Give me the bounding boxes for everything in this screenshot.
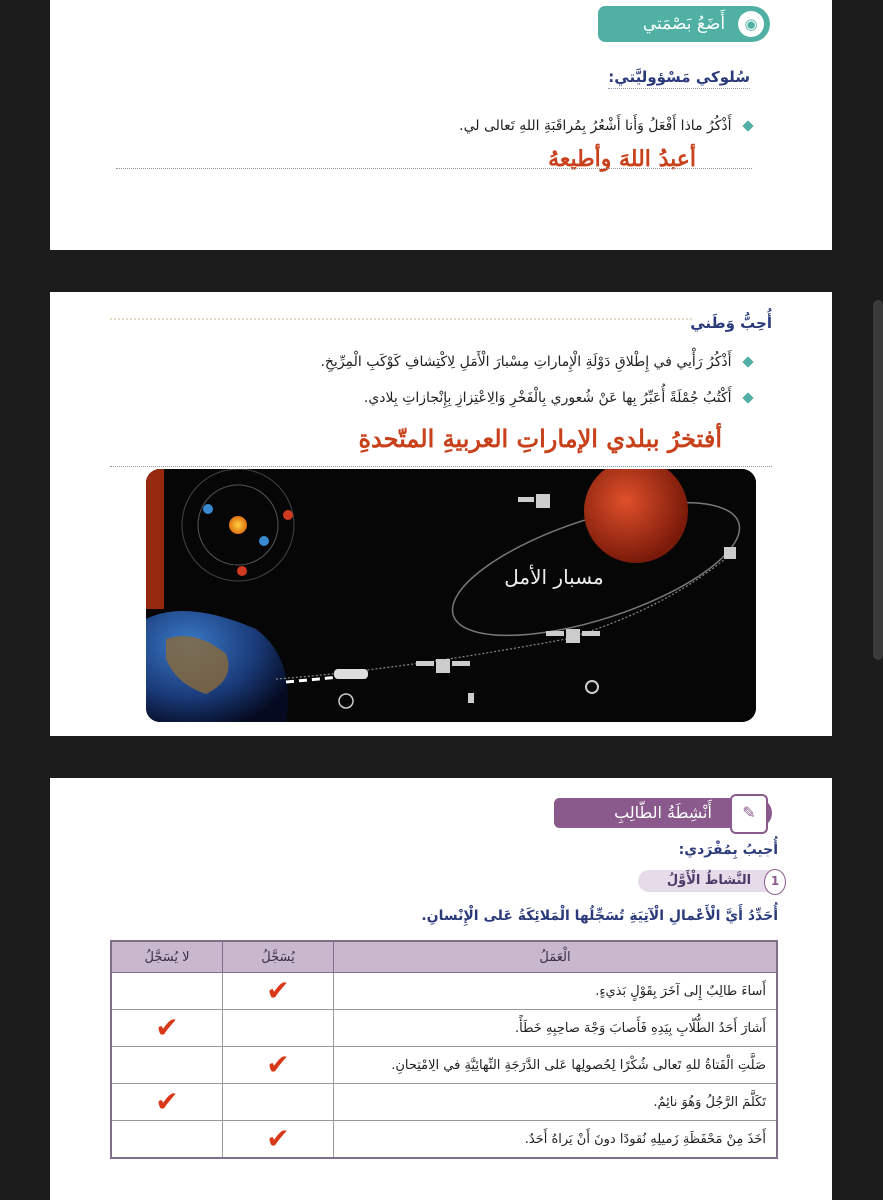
activities-tab bbox=[554, 798, 772, 828]
prompt-text: أَذْكُرُ ماذا أَفْعَلُ وَأَنا أَشْعُرُ بِمُراقَبَةِ اللهِ تَعالى لي. bbox=[459, 118, 732, 134]
check-mark-icon: ✔ bbox=[155, 1011, 179, 1044]
answer-line bbox=[110, 466, 772, 467]
row-action: تَكَلَّمَ الرَّجُلُ وَهُوَ نائِمٌ. bbox=[334, 1084, 778, 1121]
decorative-dots bbox=[110, 318, 692, 320]
activity-title: النَّشاطُ الْأَوَّلُ bbox=[666, 873, 752, 888]
answer-line bbox=[116, 168, 752, 169]
section-label: سُلوكي مَسْؤوليَّتي: bbox=[608, 68, 750, 89]
pencil-cup-icon: ✎ bbox=[730, 794, 768, 834]
handwritten-answer: أفتخرُ ببلدي الإماراتِ العربيةِ المتّحدةِ bbox=[358, 424, 722, 453]
bullet-icon bbox=[742, 356, 753, 367]
bullet-icon bbox=[742, 392, 753, 403]
probe-caption: مسبار الأمل bbox=[504, 565, 604, 589]
page-1 bbox=[50, 0, 832, 250]
section-heading: أُحِبُّ وَطَني bbox=[690, 314, 772, 332]
table-row bbox=[111, 1047, 777, 1084]
recorded-cell[interactable] bbox=[223, 1010, 334, 1047]
row-action: أَساءَ طالِبٌ إِلى آخَرَ بِقَوْلٍ بَذيءٍ. bbox=[334, 973, 778, 1010]
header-recorded: يُسَجَّلُ bbox=[223, 941, 334, 973]
not-recorded-cell[interactable] bbox=[111, 1047, 223, 1084]
row-action: أَخَذَ مِنْ مَحْفَظَةِ زَميلِهِ نُقودًا دونَ أَنْ يَراهُ أَحَدٌ. bbox=[334, 1121, 778, 1159]
space-illustration bbox=[146, 469, 756, 722]
actions-table bbox=[110, 940, 778, 1159]
prompt-text-2: أَكْتُبُ جُمْلَةً أُعَبِّرُ بِها عَنْ شُعوري بِالْفَخْرِ وَالِاعْتِزازِ بِإِنْجازاتِ بِلادي. bbox=[363, 390, 732, 406]
instruction: أُحَدِّدُ أَيَّ الْأَعْمالِ الْآتِيَةِ تُسَجِّلُها الْمَلائِكَةُ عَلى الْإِنْسانِ. bbox=[421, 908, 778, 924]
check-mark-icon: ✔ bbox=[266, 1048, 290, 1081]
row-action: صَلَّتِ الْفَتاةُ للهِ تَعالى شُكْرًا لِحُصولِها عَلى الدَّرَجَةِ النِّهائِيَّةِ في الِامْتِحانِ. bbox=[334, 1047, 778, 1084]
activity-label bbox=[638, 870, 780, 892]
row-action: أَشارَ أَحَدُ الطُّلّابِ بِيَدِهِ فَأَصابَ وَجْهَ صاحِبِهِ خَطَأً. bbox=[334, 1010, 778, 1047]
table-row bbox=[111, 1084, 777, 1121]
scrollbar[interactable] bbox=[873, 300, 883, 660]
not-recorded-cell[interactable] bbox=[111, 1010, 223, 1047]
prompt-line bbox=[459, 118, 752, 134]
section-tab-title: أَضَعُ بَصْمَتي bbox=[642, 14, 726, 34]
not-recorded-cell[interactable] bbox=[111, 1084, 223, 1121]
prompt-line-1 bbox=[320, 354, 752, 370]
bullet-icon bbox=[742, 120, 753, 131]
solo-label: أُجيبُ بِمُفْرَدي: bbox=[678, 842, 778, 858]
recorded-cell[interactable] bbox=[223, 1121, 334, 1159]
prompt-text-1: أَذْكُرُ رَأْيي في إِطْلاقِ دَوْلَةِ الْإِماراتِ مِسْبارَ الْأَمَلِ لِاكْتِشافِ كَوْكَبِ الْمِرِّيخِ. bbox=[320, 354, 732, 370]
not-recorded-cell[interactable] bbox=[111, 973, 223, 1010]
section-tab bbox=[598, 6, 770, 42]
header-not-recorded: لا يُسَجَّلُ bbox=[111, 941, 223, 973]
not-recorded-cell[interactable] bbox=[111, 1121, 223, 1159]
check-mark-icon: ✔ bbox=[266, 974, 290, 1007]
table-header-row bbox=[111, 941, 777, 973]
check-mark-icon: ✔ bbox=[155, 1085, 179, 1118]
check-mark-icon: ✔ bbox=[266, 1122, 290, 1155]
hope-probe-image bbox=[146, 469, 756, 722]
activity-number: 1 bbox=[764, 869, 786, 895]
recorded-cell[interactable] bbox=[223, 1047, 334, 1084]
activities-tab-title: أَنْشِطَةُ الطّالِبِ bbox=[614, 803, 712, 822]
page-2 bbox=[50, 292, 832, 736]
page-3 bbox=[50, 778, 832, 1200]
header-action: الْعَمَلُ bbox=[334, 941, 778, 973]
table-row bbox=[111, 1121, 777, 1159]
recorded-cell[interactable] bbox=[223, 1084, 334, 1121]
recorded-cell[interactable] bbox=[223, 973, 334, 1010]
table-row bbox=[111, 1010, 777, 1047]
handwritten-answer: أعبدُ اللهَ وأطيعهُ bbox=[548, 146, 696, 172]
fingerprint-icon: ◉ bbox=[738, 11, 764, 37]
table-row bbox=[111, 973, 777, 1010]
prompt-line-2 bbox=[364, 390, 752, 406]
